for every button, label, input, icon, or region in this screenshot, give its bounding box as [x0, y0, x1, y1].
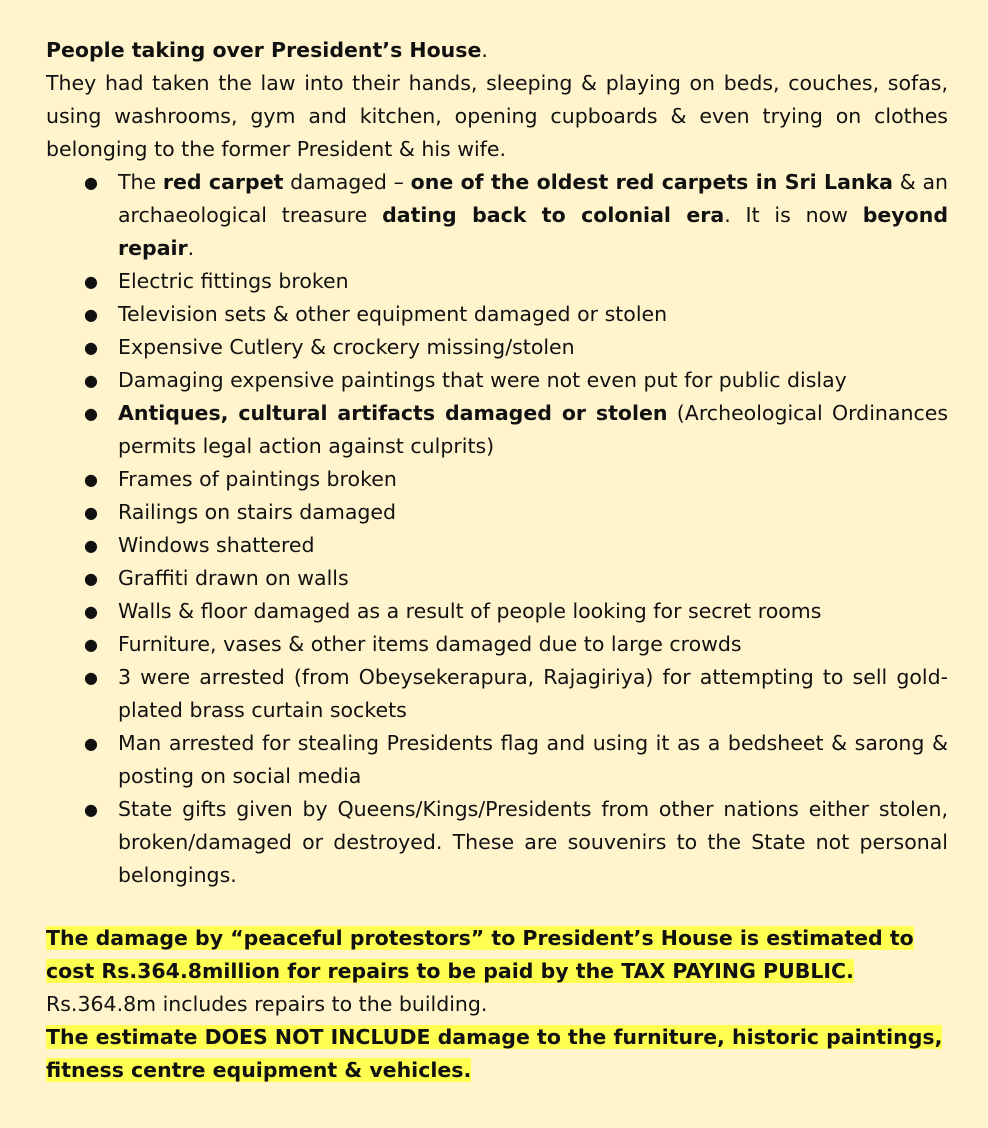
- bullet-icon: ●: [84, 668, 98, 687]
- item-text: .: [187, 236, 195, 260]
- item-text: & an archaeological treasure: [118, 170, 948, 227]
- summary-block: [46, 922, 948, 1087]
- bullet-icon: ●: [84, 635, 98, 654]
- list-item: [84, 331, 948, 364]
- item-bold-text: Antiques, cultural artifacts damaged or stolen: [118, 401, 668, 425]
- item-text: Electric fittings broken: [118, 269, 349, 293]
- item-text: Damaging expensive paintings that were not even put for public dislay: [118, 368, 847, 392]
- item-bold-text: one of the oldest red carpets in Sri Lanka: [410, 170, 893, 194]
- item-bold-text: beyond repair: [118, 203, 949, 260]
- item-text: Television sets & other equipment damaged or stolen: [118, 302, 668, 326]
- bullet-icon: ●: [84, 404, 98, 423]
- list-item: [84, 397, 949, 463]
- bullet-icon: ●: [84, 800, 98, 819]
- bullet-icon: ●: [84, 602, 98, 621]
- bullet-icon: ●: [84, 305, 98, 324]
- bullet-icon: ●: [84, 734, 98, 753]
- list-item: [84, 661, 948, 727]
- item-text: Frames of paintings broken: [118, 467, 397, 491]
- exclusions-highlight: The estimate DOES NOT INCLUDE damage to the furniture, historic paintings, fitness centre equipment & vehicles.: [46, 1025, 943, 1082]
- list-item: [84, 265, 948, 298]
- bullet-icon: ●: [84, 470, 98, 489]
- item-text: Windows shattered: [118, 533, 315, 557]
- bullet-icon: ●: [84, 536, 98, 555]
- list-item: [84, 496, 948, 529]
- item-text: Graffiti drawn on walls: [118, 566, 349, 590]
- bullet-icon: ●: [84, 569, 98, 588]
- list-item: [84, 628, 948, 661]
- item-text: Railings on stairs damaged: [118, 500, 397, 524]
- bullet-icon: ●: [84, 173, 98, 192]
- list-item: [84, 562, 948, 595]
- bullet-icon: ●: [84, 338, 98, 357]
- list-item: [84, 166, 949, 265]
- item-text: Man arrested for stealing Presidents flag and using it as a bedsheet & sarong & posting on social media: [118, 731, 948, 788]
- list-item: [84, 298, 948, 331]
- item-text: Walls & floor damaged as a result of people looking for secret rooms: [118, 599, 822, 623]
- item-text: 3 were arrested (from Obeysekerapura, Rajagiriya) for attempting to sell gold-plated brass curtain sockets: [118, 665, 948, 722]
- list-item: [84, 529, 948, 562]
- bullet-icon: ●: [84, 371, 98, 390]
- repairs-note: Rs.364.8m includes repairs to the building.: [46, 992, 488, 1016]
- intro-paragraph: They had taken the law into their hands, sleeping & playing on beds, couches, sofas, using washrooms, gym and kitchen, opening cupboards & even trying on clothes belonging to the former President & his wife.: [46, 71, 948, 161]
- item-text: . It is now: [724, 203, 863, 227]
- cost-estimate-paragraph: [46, 922, 948, 988]
- list-item: [84, 793, 948, 892]
- heading-period: .: [481, 38, 488, 62]
- item-bold-text: dating back to colonial era: [382, 203, 725, 227]
- item-text: (Archeological Ordinances permits legal action against culprits): [118, 401, 949, 458]
- exclusions-paragraph: [46, 1021, 948, 1087]
- list-item: [84, 727, 948, 793]
- list-item: [84, 364, 948, 397]
- item-text: damaged –: [283, 170, 411, 194]
- item-text: State gifts given by Queens/Kings/Presidents from other nations either stolen, broken/damaged or destroyed. These are souvenirs to the State not personal belongings.: [118, 797, 948, 887]
- item-text: Furniture, vases & other items damaged due to large crowds: [118, 632, 742, 656]
- item-text: Expensive Cutlery & crockery missing/stolen: [118, 335, 575, 359]
- bullet-icon: ●: [84, 272, 98, 291]
- item-text: The: [118, 170, 163, 194]
- bullet-icon: ●: [84, 503, 98, 522]
- heading-title: People taking over President’s House: [46, 38, 482, 62]
- item-bold-text: red carpet: [162, 170, 284, 194]
- cost-estimate-highlight: The damage by “peaceful protestors” to President’s House is estimated to cost Rs.364.8million for repairs to be paid by the TAX PAYING PUBLIC.: [46, 926, 914, 983]
- list-item: [84, 595, 948, 628]
- heading: [46, 34, 948, 67]
- damage-list: [46, 166, 948, 892]
- list-item: [84, 463, 948, 496]
